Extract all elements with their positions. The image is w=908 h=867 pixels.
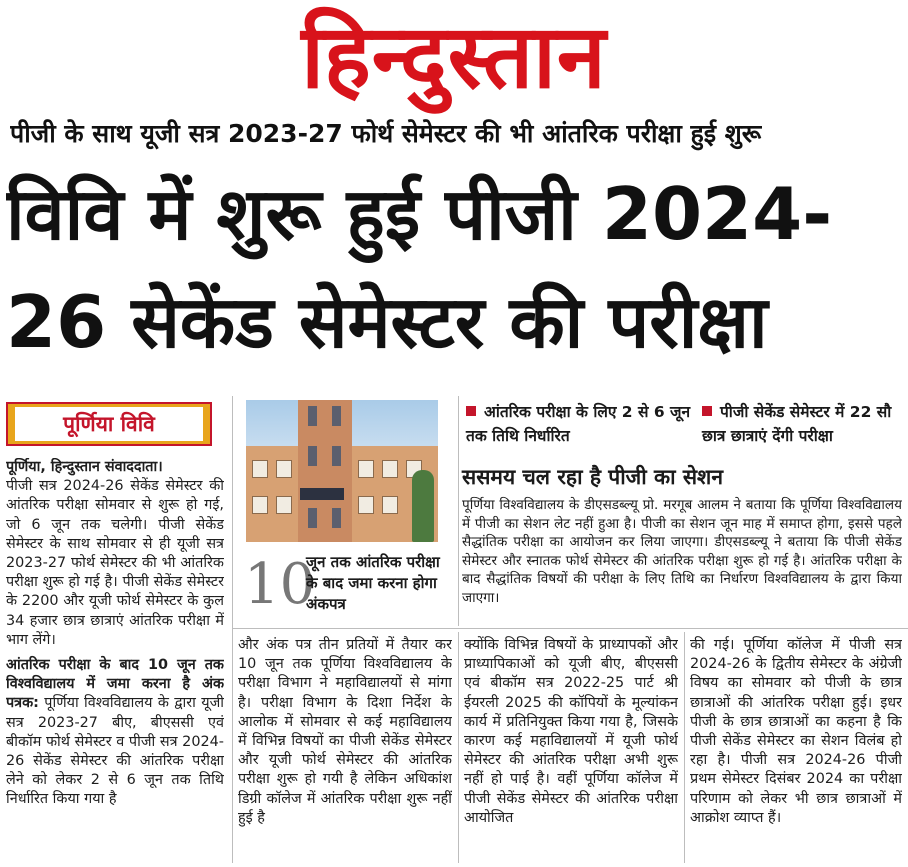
article-paragraph-2-text: पूर्णिया विश्वविद्यालय के द्वारा यूजी सत्र 2023-27 बीए, बीएससी एवं बीकॉम फोर्थ सेमेस्टर व पीजी सत्र 2024-26 सेकेंड सेमेस्टर की आंतरिक परीक्षा लेने को लेकर 2 से 6 जून तक तिथि निर्धारित किया गया है	[6, 695, 224, 808]
left-column	[6, 458, 224, 863]
article-column: की गई। पूर्णिया कॉलेज में पीजी सत्र 2024-26 के द्वितीय सेमेस्टर के अंग्रेजी विषय का सोमवार को पीजी के छात्र छात्राओं की आंतरिक परीक्षा हुई। इधर पीजी के छात्र छात्राओं का कहना है कि पीजी सेकेंड सेमेस्टर का सेशन विलंब हो रहा है। पीजी सत्र 2024-26 पीजी प्रथम सेमेस्टर दिसंबर 2024 का परीक्षा परिणाम को लेकर भी छात्र छात्राओं में आक्रोश व्याप्त हैं।	[690, 637, 902, 826]
side-story-body: पूर्णिया विश्वविद्यालय के डीएसडब्ल्यू प्रो. मरगूब आलम ने बताया कि पूर्णिया विश्वविद्यालय में पीजी का सेशन लेट नहीं हुआ है। पीजी का सेशन जून माह में समाप्त होगा, इससे पहले सैद्धांतिक परीक्षा का आयोजन कर लिया जाएगा। डीएसडब्ल्यू ने बताया कि पीजी सेकेंड सेमेस्टर और स्नातक फोर्थ सेमेस्टर की आंतरिक परीक्षा शुरू हो गई है। आंतरिक परीक्षा के बाद सैद्धांतिक विषयों की परीक्षा के लिए तिथि का निर्धारण विश्वविद्यालय के द्वारा किया जाएगा।	[462, 497, 902, 606]
newspaper-masthead: हिन्दुस्तान	[301, 4, 607, 108]
side-story-heading: ससमय चल रहा है पीजी का सेशन	[462, 465, 723, 489]
column-divider	[458, 396, 459, 626]
kicker-line: पीजी के साथ यूजी सत्र 2023-27 फोर्थ सेमेस्टर की भी आंतरिक परीक्षा हुई शुरू	[10, 119, 762, 148]
highlight-text: पीजी सेकेंड सेमेस्टर में 22 सौ छात्र छात्राएं देंगी परीक्षा	[702, 403, 892, 445]
section-tag	[6, 402, 212, 446]
article-column: क्योंकि विभिन्न विषयों के प्राध्यापकों और प्राध्यापिकाओं को यूजी बीए, बीएससी एवं बीकॉम सत्र 2022-25 पार्ट श्री ईयरली 2025 की कॉपियों के मूल्यांकन कार्य में प्रतिनियुक्त किया गया है, जिसके कारण कई महाविद्यालयों में यूजी फोर्थ सेमेस्टर की आंतरिक परीक्षा अभी शुरू नहीं हो पाई है। वहीं पूर्णिया कॉलेज में पीजी सेकेंड सेमेस्टर की आंतरिक परीक्षा आयोजित	[464, 637, 678, 826]
section-tag-label: पूर्णिया विवि	[15, 407, 203, 441]
highlight-text: आंतरिक परीक्षा के लिए 2 से 6 जून तक तिथि निर्धारित	[466, 403, 691, 445]
column-divider	[232, 396, 233, 863]
highlight-item	[702, 400, 906, 450]
university-building-photo	[246, 400, 438, 542]
inline-subhead: आंतरिक परीक्षा के बाद 10 जून तक विश्वविद्यालय में जमा करना है अंक पत्रक:	[6, 657, 224, 712]
building-sign	[300, 488, 344, 500]
page-headline: विवि में शुरू हुई पीजी 2024-26 सेकेंड सेमेस्टर की परीक्षा	[6, 172, 833, 364]
column-divider	[458, 632, 459, 863]
tree	[412, 470, 434, 542]
caption-text: जून तक आंतरिक परीक्षा के बाद जमा करना होगा अंकपत्र	[306, 553, 440, 613]
highlight-item	[466, 400, 702, 450]
article-paragraph: पीजी सत्र 2024-26 सेकेंड सेमेस्टर की आंतरिक परीक्षा सोमवार से शुरू हो गई, जो 6 जून तक चलेगी। पीजी सेकेंड सेमेस्टर के साथ सोमवार से ही यूजी सत्र 2023-27 फोर्थ सेमेस्टर की भी आंतरिक परीक्षा शुरू हो गई है। पीजी सेकेंड सेमेस्टर के 2200 और यूजी फोर्थ सेमेस्टर के कुल 34 हजार छात्र छात्राएं आंतरिक परीक्षा में भाग लेंगे।	[6, 478, 224, 648]
byline: पूर्णिया, हिन्दुस्तान संवाददाता।	[6, 459, 163, 475]
article-column: और अंक पत्र तीन प्रतियों में तैयार कर 10 जून तक पूर्णिया विश्वविद्यालय के परीक्षा विभाग ने महाविद्यालयों से मांगा है। परीक्षा विभाग के दिशा निर्देश के आलोक में सोमवार से कई महाविद्यालय में विभिन्न विषयों का पीजी सेकेंड सेमेस्टर और यूजी फोर्थ सेमेस्टर की आंतरिक परीक्षा शुरू हो गयी है लेकिन अधिकांश डिग्री कॉलेज में आंतरिक परीक्षा शुरू नहीं हुई है	[238, 637, 452, 826]
bullet-square-icon	[466, 406, 476, 416]
caption-number: 10	[244, 552, 316, 617]
section-divider	[232, 628, 908, 629]
bullet-square-icon	[702, 406, 712, 416]
article-paragraph-2	[6, 656, 224, 810]
column-divider	[684, 632, 685, 863]
